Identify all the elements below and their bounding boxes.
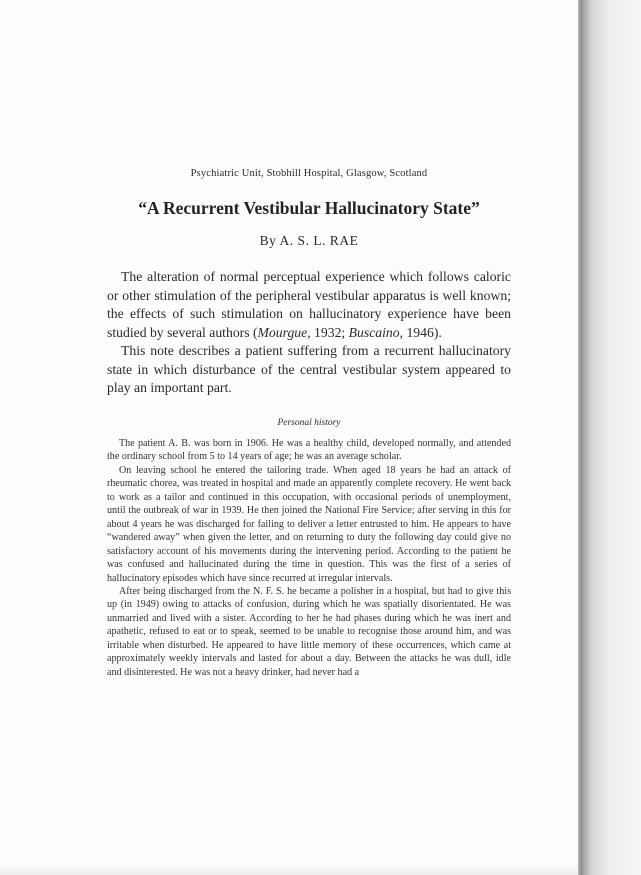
citation-buscaino: Buscaino xyxy=(348,324,400,340)
section-heading: Personal history xyxy=(277,418,341,428)
author-line: By A. S. L. RAE xyxy=(259,233,359,248)
introduction xyxy=(107,268,511,398)
intro-paragraph-1: The alteration of normal perceptual experience which follows caloric or other stimulation of the peripheral vestibular apparatus is well known; the effects of such stimulation on hallucinatory experience have been studied by several authors (Mourgue, 1932; Buscaino, 1946). xyxy=(107,269,511,340)
book-spine-shadow xyxy=(578,0,641,875)
intro-paragraph-2: This note describes a patient suffering from a recurrent hallucinatory state in which disturbance of the central vestibular system appeared to play an important part. xyxy=(107,343,511,395)
body-paragraph-3: After being discharged from the N. F. S. he became a polisher in a hospital, but had to give this up (in 1949) owing to attacks of confusion, during which he was spatially disorientated. He was unmarried and lived with a sister. According to her he had phases during which he was inert and apathetic, refused to eat or to speak, seemed to be unable to recognise those around him, and was irritable when disturbed. He appeared to have little memory of these occurrences, which came at approximately weekly intervals and lasted for about a day. Between the attacks he was dull, idle and disinterested. He was not a heavy drinker, had never had a xyxy=(107,585,511,678)
personal-history-text xyxy=(107,437,511,679)
article-title: “A Recurrent Vestibular Hallucinatory State” xyxy=(138,198,480,218)
citation-mourgue: Mourgue xyxy=(257,324,308,340)
body-paragraph-2: On leaving school he entered the tailoring trade. When aged 18 years he had an attack of rheumatic chorea, was treated in hospital and made an apparently complete recovery. He went back to work as a tailor and continued in this occupation, with occasional periods of unemployment, until the outbreak of war in 1939. He then joined the National Fire Service; after serving in this for about 4 years he was discharged for failing to deliver a letter entrusted to him. He appears to have “wandered away” when given the letter, and on returning to duty the following day could give no satisfactory account of his movements during the intervening period. According to the patient he was confused and hallucinated during the time in question. This was the first of a series of hallucinatory episodes which have since recurred at irregular intervals. xyxy=(107,464,511,584)
body-paragraph-1: The patient A. B. was born in 1906. He was a healthy child, developed normally, and attended the ordinary school from 5 to 14 years of age; he was an average scholar. xyxy=(107,438,511,463)
page-bottom-shadow xyxy=(0,862,578,875)
affiliation: Psychiatric Unit, Stobhill Hospital, Glasgow, Scotland xyxy=(190,168,428,179)
